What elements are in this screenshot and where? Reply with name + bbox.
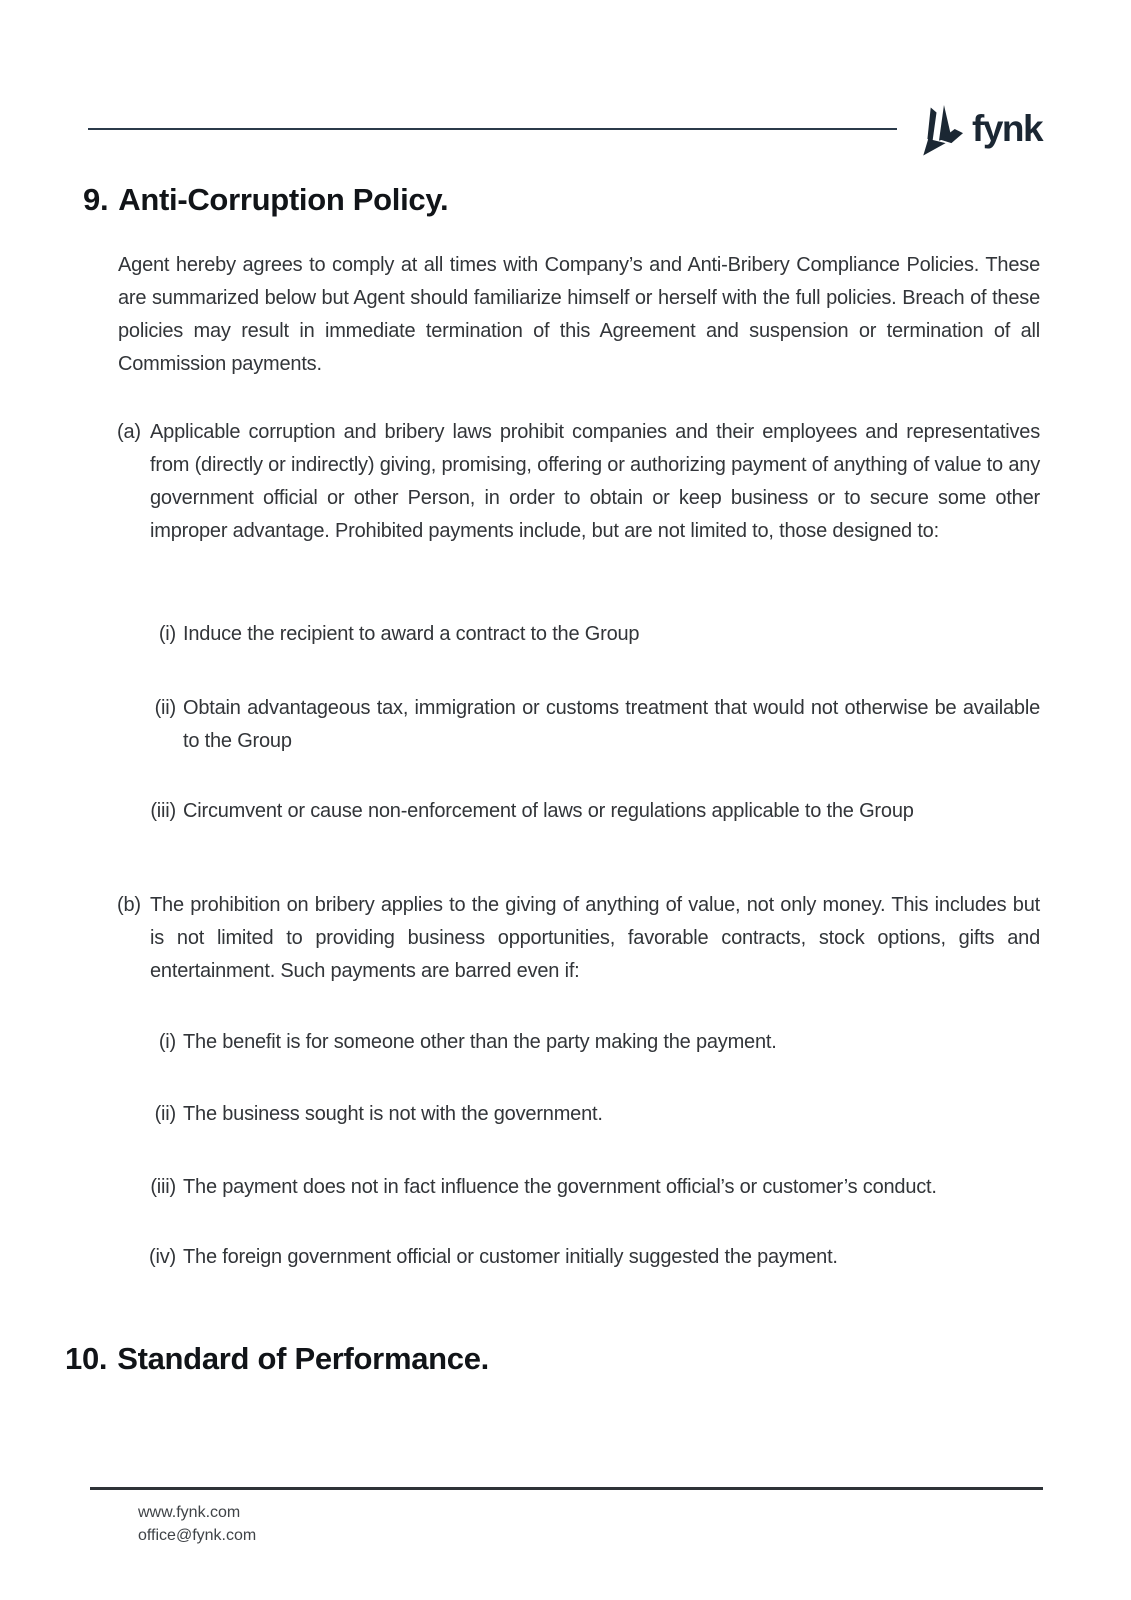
sub-item-text: Induce the recipient to award a contract to the Group xyxy=(183,623,640,645)
sub-item-text: Circumvent or cause non-enforcement of laws or regulations applicable to the Group xyxy=(183,800,914,822)
footer-divider xyxy=(90,1487,1043,1490)
section-9-intro-paragraph: Agent hereby agrees to comply at all times with Company’s and Anti-Bribery Compliance Policies. These are summarized below but Agent should familiarize himself or herself with the full policies. Breach of these policies may result in immediate termination of this Agreement and suspension or termination of all Commission payments. xyxy=(118,254,1040,375)
footer xyxy=(138,1501,256,1547)
sub-item-text: The benefit is for someone other than the party making the payment. xyxy=(183,1031,777,1053)
section-10-title: Standard of Performance. xyxy=(117,1341,489,1376)
list-item-b-text: The prohibition on bribery applies to the giving of anything of value, not only money. This includes but is not limited to providing business opportunities, favorable contracts, stock options, gifts and entertainment. Such payments are barred even if: xyxy=(150,894,1040,982)
footer-website: www.fynk.com xyxy=(138,1504,241,1521)
list-item-b-label: (b) xyxy=(117,894,141,916)
section-9-title: Anti-Corruption Policy. xyxy=(118,182,449,217)
fynk-logo xyxy=(915,100,1042,158)
footer-email: office@fynk.com xyxy=(138,1527,257,1544)
sub-item-label: (i) xyxy=(158,623,176,645)
origami-bird-icon xyxy=(915,100,963,158)
list-item-b-sub-ii xyxy=(117,1098,1040,1131)
header-divider xyxy=(88,128,897,130)
section-9-heading xyxy=(83,180,448,220)
list-item-a-label: (a) xyxy=(117,421,141,443)
sub-item-label: (iii) xyxy=(150,1176,176,1198)
sub-item-label: (ii) xyxy=(154,1103,176,1125)
list-item-a-text: Applicable corruption and bribery laws prohibit companies and their employees and representatives from (directly or indirectly) giving, promising, offering or authorizing payment of anything of value to any government official or other Person, in order to obtain or keep business or to secure some other improper advantage. Prohibited payments include, but are not limited to, those designed to: xyxy=(150,421,1040,542)
list-item-a-sub-iii xyxy=(117,795,1040,828)
list-item-b-sub-iii xyxy=(117,1171,1040,1204)
sub-item-text: The payment does not in fact influence the government official’s or customer’s conduct. xyxy=(183,1176,937,1198)
sub-item-label: (i) xyxy=(158,1031,176,1053)
fynk-wordmark: fynk xyxy=(972,108,1043,149)
list-item-b-sub-iv xyxy=(117,1241,1040,1274)
sub-item-text: The foreign government official or customer initially suggested the payment. xyxy=(183,1246,838,1268)
sub-item-label: (ii) xyxy=(154,697,176,719)
sub-item-text: Obtain advantageous tax, immigration or customs treatment that would not otherwise be available to the Group xyxy=(183,697,1040,752)
list-item-a xyxy=(117,416,1040,548)
list-item-b-sub-i xyxy=(117,1026,1040,1059)
list-item-a-sub-ii xyxy=(117,692,1040,758)
sub-item-text: The business sought is not with the government. xyxy=(183,1103,603,1125)
list-item-b xyxy=(117,889,1040,988)
sub-item-label: (iii) xyxy=(150,800,176,822)
section-10-heading xyxy=(65,1339,489,1379)
sub-item-label: (iv) xyxy=(149,1246,176,1268)
section-10-number: 10. xyxy=(65,1341,108,1376)
list-item-a-sub-i xyxy=(117,618,1040,651)
section-9-number: 9. xyxy=(83,182,109,217)
